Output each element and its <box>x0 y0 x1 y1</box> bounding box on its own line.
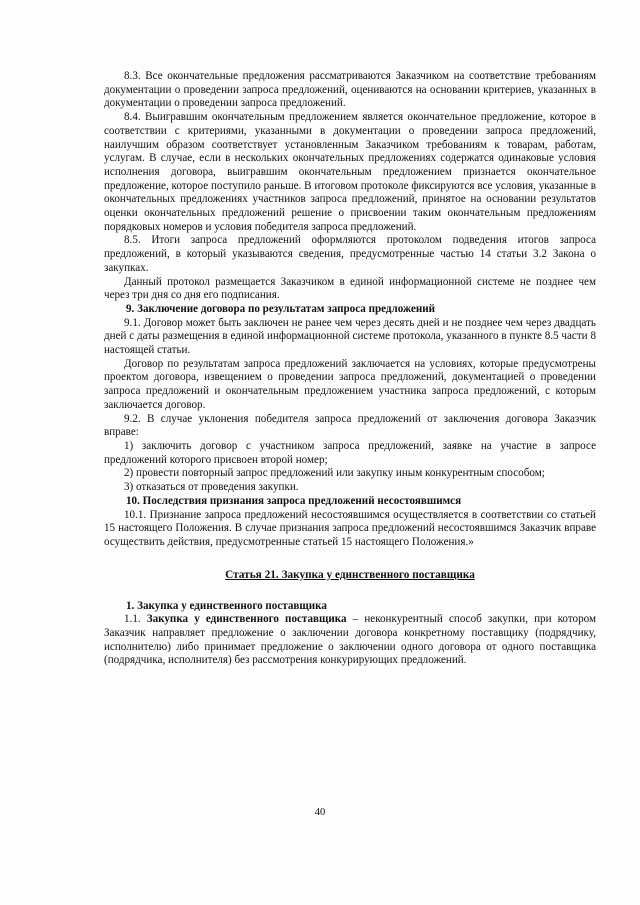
heading-article-21-section-1: 1. Закупка у единственного поставщика <box>126 599 327 612</box>
paragraph-21-1-1-definition: – неконкурентный способ закупки, при котором Заказчик направляет предложение о заключении договора конкретному поставщику (подрядчику, исполнителю) либо принимает предложение о заключении одного договора от одного поставщика (подрядчика, исполнителя) без рассмотрения конкурирующих предложений. <box>104 613 596 667</box>
paragraph-protocol-publication: Данный протокол размещается Заказчиком в единой информационной системе не позднее чем через три дня со дня его подписания. <box>104 275 596 302</box>
paragraph-9-2: 9.2. В случае уклонения победителя запроса предложений от заключения договора Заказчик вправе: <box>104 412 596 439</box>
heading-section-9: 9. Заключение договора по результатам запроса предложений <box>126 302 436 315</box>
paragraph-21-1-1-term: Закупка у единственного поставщика <box>146 613 347 626</box>
page-number: 40 <box>314 807 326 818</box>
paragraph-contract-terms: Договор по результатам запроса предложений заключается на условиях, которые предусмотрены проектом договора, извещением о проведении запроса предложений, документацией о проведении запроса предложений и окончательным предложением участника запроса предложений, с которым заключается договор. <box>104 357 596 411</box>
paragraph-10-1: 10.1. Признание запроса предложений несостоявшимся осуществляется в соответствии со статьей 15 настоящего Положения. В случае признания запроса предложений несостоявшимся Заказчик вправе осуществить действия, предусмотренные статьей 15 настоящего Положения.» <box>104 508 596 548</box>
heading-section-10: 10. Последствия признания запроса предложений несостоявшимся <box>126 494 462 507</box>
article-21-title: Статья 21. Закупка у единственного поставщика <box>225 568 475 581</box>
paragraph-8-5: 8.5. Итоги запроса предложений оформляются протоколом подведения итогов запроса предложений, в который указываются сведения, предусмотренные частью 14 статьи 3.2 Закона о закупках. <box>104 234 596 274</box>
list-item-9-2-1: 1) заключить договор с участником запроса предложений, заявке на участие в запросе предложений которого присвоен второй номер; <box>104 439 596 466</box>
list-item-9-2-3: 3) отказаться от проведения закупки. <box>124 481 299 494</box>
paragraph-8-4: 8.4. Выигравшим окончательным предложением является окончательное предложение, которое в соответствии с критериями, указанными в документации о проведении запроса предложений, наилучшим образом соответствует установленным Заказчиком требованиям к товарам, работам, услугам. В случае, если в нескольких окончательных предложениях содержатся одинаковые условия исполнения договора, выигравшим окончательным предложением признается окончательное предложение, которое поступило раньше. В итоговом протоколе фиксируются все условия, указанные в окончательных предложениях участников запроса предложений, принятое на основании результатов оценки окончательных предложений решение о присвоении таким окончательным предложениям порядковых номеров и условия победителя запроса предложений. <box>104 111 596 233</box>
paragraph-21-1-1-number: 1.1. <box>124 613 141 626</box>
paragraph-9-1: 9.1. Договор может быть заключен не ранее чем через десять дней и не позднее чем через двадцать дней с даты размещения в единой информационной системе протокола, указанного в пункте 8.5 части 8 настоящей статьи. <box>104 316 596 357</box>
document-body <box>104 70 596 668</box>
list-item-9-2-2: 2) провести повторный запрос предложений или закупку иным конкурентным способом; <box>124 467 545 480</box>
paragraph-21-1-1 <box>104 613 596 668</box>
paragraph-8-3: 8.3. Все окончательные предложения рассматриваются Заказчиком на соответствие требованиям документации о проведении запроса предложений, оцениваются на основании критериев, указанных в документации о проведении запроса предложений. <box>104 70 596 110</box>
